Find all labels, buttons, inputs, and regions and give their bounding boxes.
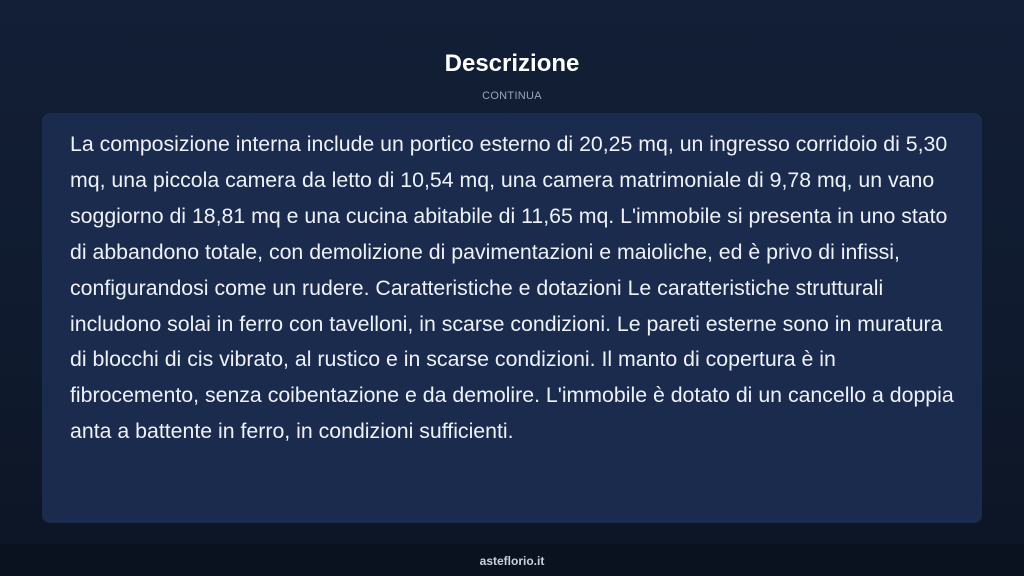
page-title: Descrizione: [444, 50, 580, 77]
footer-bar: [0, 544, 1024, 576]
footer-site-label: asteflorio.it: [479, 554, 545, 568]
description-text: La composizione interna include un portico esterno di 20,25 mq, un ingresso corridoio di 5,30 mq, una piccola camera da letto di 10,54 mq, una camera matrimoniale di 9,78 mq, un vano soggiorno di 18,81 mq e una cucina abitabile di 11,65 mq. L'immobile si presenta in uno stato di abbandono totale, con demolizione di pavimentazioni e maioliche, ed è privo di infissi, configurandosi come un rudere. Caratteristiche e dotazioni Le caratteristiche strutturali includono solai in ferro con tavelloni, in scarse condizioni. Le pareti esterne sono in muratura di blocchi di cis vibrato, al rustico e in scarse condizioni. Il manto di copertura è in fibrocemento, senza coibentazione e da demolire. L'immobile è dotato di un cancello a doppia anta a battente in ferro, in condizioni sufficienti.: [70, 132, 954, 444]
continua-label: CONTINUA: [482, 90, 542, 102]
description-card: [42, 113, 982, 523]
